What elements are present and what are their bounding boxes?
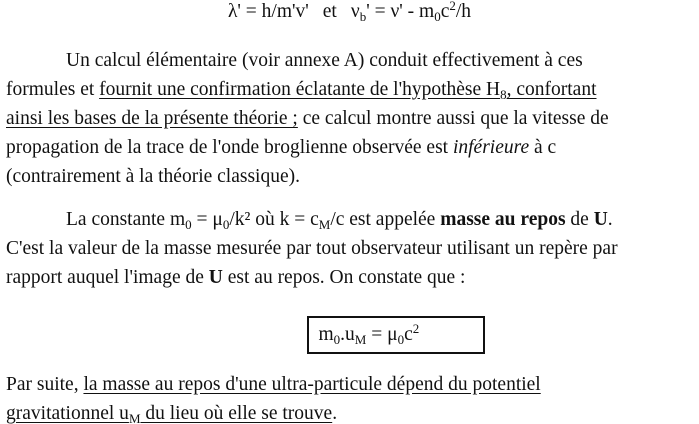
p2-bold-term: masse au repos — [440, 209, 566, 230]
p3-l1-underlined: la masse au repos d'une ultra-particule dépend du potentiel — [83, 374, 541, 395]
p1-line-4 — [6, 133, 696, 162]
p2-line-2: C'est la valeur de la masse mesurée par tout observateur utilisant un repère par — [6, 238, 618, 259]
bf-m: m — [318, 324, 334, 345]
paragraph-3 — [6, 370, 696, 424]
nu-end: /h — [455, 1, 472, 22]
p2-m0-sub: 0 — [185, 217, 192, 232]
p3-l2-end: . — [332, 403, 338, 424]
p1-line-5: (contrairement à la théorie classique). — [6, 166, 300, 187]
p1-line-2 — [6, 75, 696, 104]
p1-line2-plain: formules et — [6, 79, 100, 100]
bf-sup2: 2 — [412, 321, 420, 336]
p1-line3-rest: ce calcul montre aussi que la vitesse de — [297, 108, 609, 129]
p1-line3-underlined: ainsi les bases de la présente théorie ; — [6, 108, 298, 129]
p3-uM-sub: M — [128, 411, 141, 424]
bf-subM: M — [354, 332, 367, 347]
connector-et: et — [322, 1, 337, 22]
p3-line-1 — [6, 370, 696, 399]
bf-dot-u: .u — [340, 324, 355, 345]
bf-c: c — [404, 324, 413, 345]
nu-rest: ' = ν' - m — [366, 1, 435, 22]
p2-l3-b: est au repos. On constate que : — [222, 267, 466, 288]
boxed-formula — [307, 316, 485, 354]
p2-cM-sub: M — [318, 217, 331, 232]
bf-sub0b: 0 — [397, 332, 405, 347]
equation-top — [0, 0, 699, 26]
p2-l1-b: = μ — [191, 209, 223, 230]
p2-line-3 — [6, 263, 696, 292]
paragraph-1 — [6, 46, 696, 191]
p1-line2-ul-end: , confortant — [506, 79, 597, 100]
p2-line-1 — [6, 205, 696, 234]
p2-l1-d: /c est appelée — [330, 209, 441, 230]
p1-line-1 — [6, 46, 696, 75]
p2-l3-U-bold: U — [208, 267, 223, 288]
p1-line4-italic: inférieure — [452, 137, 530, 158]
p2-l1-e: de — [565, 209, 594, 230]
nu-sub-0: 0 — [434, 9, 441, 24]
paragraph-2 — [6, 205, 696, 292]
p2-l1-c: /k² où k = c — [229, 209, 319, 230]
nu-sub-b: b — [359, 9, 367, 24]
bf-sub0: 0 — [333, 332, 341, 347]
nu-sup-2: 2 — [449, 0, 456, 13]
p1-line2-underlined — [99, 79, 596, 100]
p3-l2-underlined — [6, 403, 332, 424]
p1-line-3 — [6, 104, 696, 133]
p3-l1-a: Par suite, — [6, 374, 84, 395]
p3-line-2 — [6, 399, 696, 424]
p2-U-bold: U — [593, 209, 608, 230]
p1-h8-subscript: 8 — [500, 87, 507, 102]
p1-line4-a: propagation de la trace de l'onde broglienne observée est — [6, 137, 453, 158]
boxed-formula-wrapper — [0, 316, 699, 354]
p3-l2-ul-text: gravitationnel u — [6, 403, 129, 424]
nu-lead: ν — [350, 1, 360, 22]
p2-mu0-sub: 0 — [222, 217, 230, 232]
lambda-formula: λ' = h/m'v' — [227, 1, 309, 22]
bf-eq: = μ — [366, 324, 398, 345]
p2-l3-a: rapport auquel l'image de — [6, 267, 209, 288]
p1-line2-ul-text: fournit une confirmation éclatante de l'hypothèse H — [99, 79, 501, 100]
nu-c: c — [440, 1, 450, 22]
p1-line4-b: à c — [529, 137, 557, 158]
p2-l1-end: . — [607, 209, 613, 230]
p3-l2-ul-end: du lieu où elle se trouve — [140, 403, 333, 424]
p2-l1-a: La constante m — [66, 209, 186, 230]
p1-line1-text: Un calcul élémentaire (voir annexe A) conduit effectivement à ces — [66, 50, 583, 71]
